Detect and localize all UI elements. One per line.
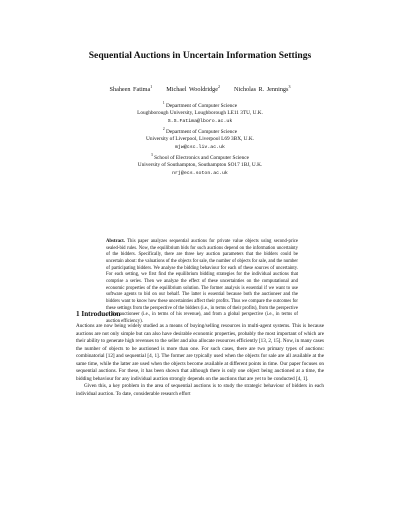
abstract-text: This paper analyzes sequential auctions for private value objects using second-price sealed-bid rules. Now, the equilibrium bids for such auctions depend on the information uncertainty of the bidders. Specifically, there are three key auction parameters that the bidders could be uncertain about: the valuations of the objects for sale, the number of objects for sale, and the number of participating bidders. We analyse the bidding behaviour for each of these sources of uncertainty. For each setting, we first find the equilibrium bidding strategies for the individual auctions that comprise a series. Then we analyze the effect of these uncertainties on the computational and economic properties of the equilibrium solution. The former analysis is essential if we want to use software agents to bid on our behalf. The latter is essential because both the auctioneer and the bidders want to know how these uncertainties affect their profits. Thus we compare the outcomes for these settings from the perspective of the bidders (i.e., in terms of their profits), from the perspective of the auctioneer (i.e., in terms of his revenue), and from a global perspective (i.e., in terms of auction efficiency). (106, 239, 298, 324)
author-name: Michael Wooldridge (166, 86, 219, 94)
section-heading: 1 Introduction (76, 310, 121, 318)
affiliation-institution: Loughborough University, Loughborough LE11 3TU, U.K. (137, 110, 263, 117)
affiliation-mark: 1 (162, 101, 165, 105)
affiliation-institution: University of Liverpool, Liverpool L69 3BX, U.K. (146, 136, 254, 143)
affiliation-email: S.S.Fatima@lboro.ac.uk (167, 118, 233, 124)
paper-title: Sequential Auctions in Uncertain Information Settings (88, 50, 312, 61)
author-name: Nicholas R. Jennings (234, 86, 289, 94)
abstract-label: Abstract. (106, 239, 125, 244)
affiliation-dept: Department of Computer Science (166, 128, 238, 135)
author-mark: 2 (218, 84, 221, 89)
affiliation-email: mjw@csc.liv.ac.uk (175, 144, 225, 150)
affiliation-email: nrj@ecs.soton.ac.uk (172, 170, 228, 176)
affiliation-mark: 3 (150, 153, 153, 157)
abstract (106, 239, 298, 326)
author-list (0, 84, 400, 93)
affiliation-block (0, 152, 400, 178)
affiliation-block (0, 126, 400, 152)
affiliation-dept: Department of Computer Science (166, 102, 238, 109)
intro-body (76, 323, 324, 398)
affiliation-mark: 2 (162, 127, 165, 131)
intro-paragraph: Given this, a key problem in the area of sequential auctions is to study the strategic behaviour of bidders in each individual auction. To date, considerable research effort (76, 383, 324, 397)
author-mark: 3 (288, 84, 291, 89)
intro-paragraph: Auctions are now being widely studied as a means of buying/selling resources in multi-agent systems. This is because auctions are not only simple but can also have desirable economic properties, probably the most important of which are their ability to generate high revenues to the seller and also allocate resources efficiently [13, 2, 15]. Now, in many cases the number of objects to be auctioned is more than one. For such cases, there are two primary types of auctions: combinatorial [12] and sequential [4, 1]. The former are typically used when the objects for sale are all available at the same time, while the latter are used when the objects become available at different points in time. Our paper focuses on sequential auctions. For these, it has been shown that although there is only one object being auctioned at a time, the bidding behaviour for any individual auction strongly depends on the auctions that are yet to be conducted [4, 1]. (76, 323, 324, 382)
affiliation-dept: School of Electronics and Computer Science (154, 154, 249, 161)
affiliation-block (0, 100, 400, 126)
affiliation-institution: University of Southampton, Southampton SO17 1BJ, U.K. (137, 162, 263, 169)
author-mark: 1 (150, 84, 153, 89)
author-name: Shaheen Fatima (109, 86, 151, 94)
